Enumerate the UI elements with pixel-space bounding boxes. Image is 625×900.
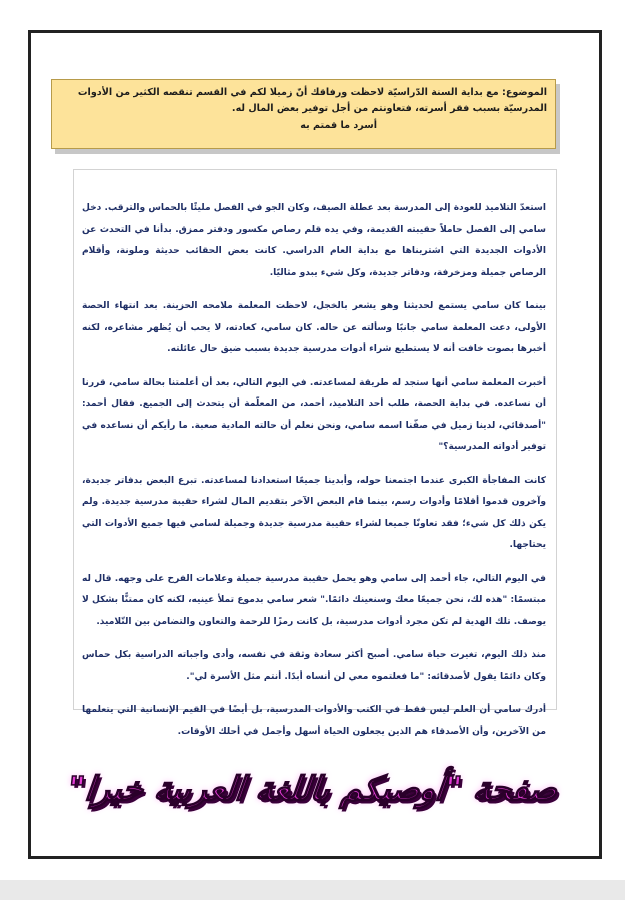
page-signature-banner: صفحة "أوصيكم باللغة العربية خيرا" [65, 769, 560, 808]
topic-box [51, 79, 556, 149]
story-paragraph-2: بينما كان سامي يستمع لحديثنا وهو يشعر بالخجل، لاحظت المعلمة ملامحه الحزينة. بعد انتهاء الحصة الأولى، دعت المعلمة سامي جانبًا وسألته عن حاله. كان سامي، كعادته، لا يحب أن يُظهر مشاعره، لكنه أخبرها بصوت خافت أنه لا يستطيع شراء أدوات مدرسية جديدة بسبب ضيق حال عائلته. [82, 301, 546, 354]
story-paragraph-7: أدرك سامي أن العلم ليس فقط في الكتب والأدوات المدرسية، بل أيضًا في القيم الإنسانية التي يتعلمها من الآخرين، وأن الأصدقاء هم الذين يجعلون الحياة أسهل وأجمل في أحلك الأوقات. [82, 705, 546, 737]
story-paragraph-1: استعدّ التلاميذ للعودة إلى المدرسة بعد عطلة الصيف، وكان الجو في الفصل مليئًا بالحماس والترقب. دخل سامي إلى الفصل حاملاً حقيبته القديمة، وفي يده قلم رصاص مكسور ودفتر ممزق. بدأنا في التحدث عن الأدوات الجديدة التي اشتريناها مع بداية العام الدراسي. كانت بعض الحقائب حديثة وملونة، وأقلام الرصاص جميلة ومزخرفة، ودفاتر جديدة، وكل شيء يبدو مثاليًا. [82, 203, 546, 278]
story-paragraph-6: منذ ذلك اليوم، تغيرت حياة سامي. أصبح أكثر سعادة وثقة في نفسه، وأدى واجباته الدراسية بكل حماس وكان دائمًا يقول لأصدقائه: "ما فعلتموه معي لن أنساه أبدًا. أنتم مثل الأسرة لي". [82, 650, 546, 682]
topic-task: أسرد ما قمتم به [300, 120, 377, 131]
story-text-box [73, 169, 557, 737]
topic-statement: الموضوع: مع بداية السنة الدّراسيّة لاحظت ورفاقك أنّ زميلا لكم في القسم تنقصه الكثير من الأدوات المدرسيّة بسبب فقر أسرته، فتعاونتم من أجل توفير بعض المال له. [77, 87, 547, 114]
story-paragraph-4: كانت المفاجأة الكبرى عندما اجتمعنا حوله، وأبدينا جميعًا استعدادنا لمساعدته. تبرع البعض بدفاتر جديدة، وآخرون قدموا أقلامًا وأدوات رسم، بينما قام البعض الآخر بتقديم المال لشراء حقيبة مدرسية جديدة. ولم يكن ذلك كل شيء؛ فقد تعاونّا جميعا لشراء حقيبة مدرسية جديدة وجميلة لسامي فيها جميع الأدوات التي يحتاجها. [82, 475, 546, 550]
story-paragraph-5: في اليوم التالي، جاء أحمد إلى سامي وهو يحمل حقيبة مدرسية جميلة وعلامات الفرح على وجهه. قال له مبتسمًا: "هذه لك، نحن جميعًا معك وسنعينك دائمًا." شعر سامي بدموع تملأ عينيه، لكنه كان ممتنًّا بشكل لا يوصف. تلك الهدية لم تكن مجرد أدوات مدرسية، بل كانت رمزًا للرحمة والتعاون والتضامن بين التّلاميذ. [82, 573, 546, 627]
story-paragraph-3: أخبرت المعلمة سامي أنها ستجد له طريقة لمساعدته. في اليوم التالي، بعد أن أعلمتنا بحالة سامي، قررنا أن نساعده. في بداية الحصة، طلب أحد التلاميذ، أحمد، من المعلّمة أن يتحدث إلى الجميع. فقال أحمد: "أصدقائي، لدينا زميل في صفّنا اسمه سامي، ونحن نعلم أن حالته المادية صعبة. ما رأيكم أن نساعده في توفير أدواته المدرسية؟" [82, 377, 546, 452]
